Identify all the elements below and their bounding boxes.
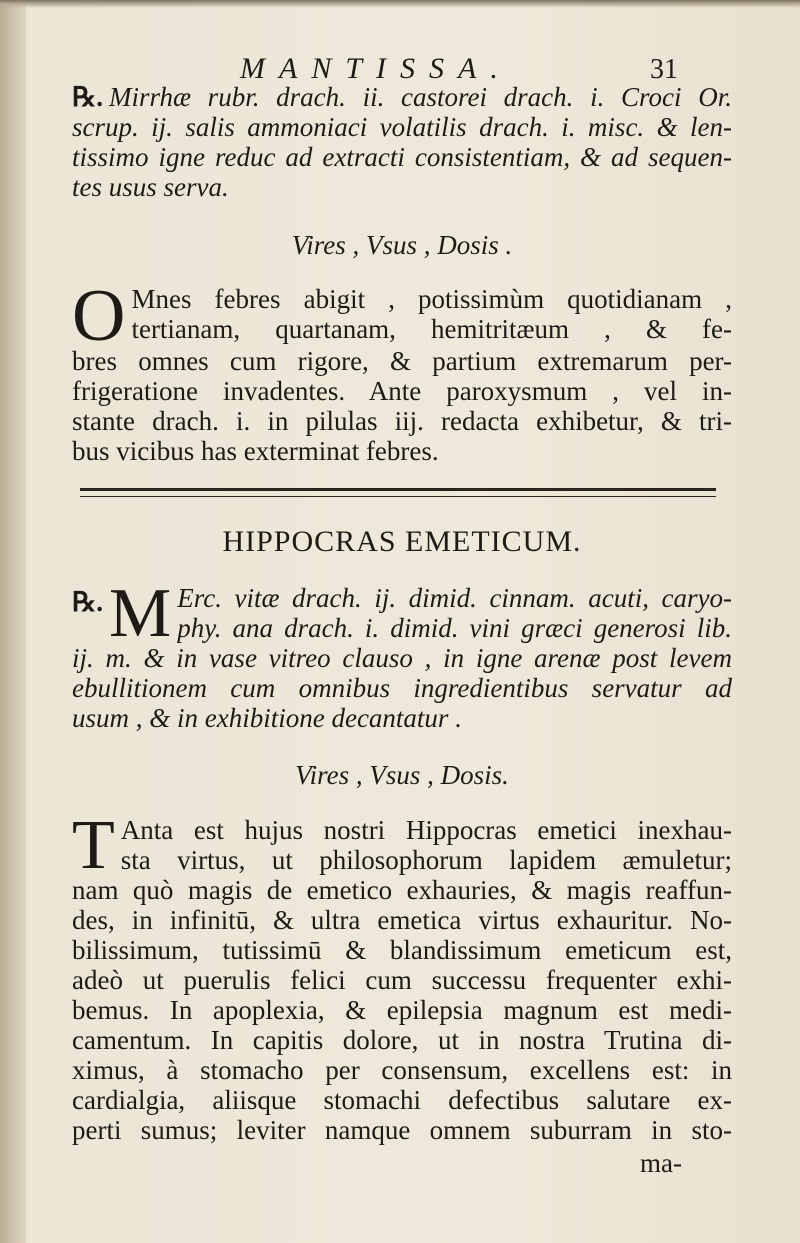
recipe-line: phy. ana drach. i. dimid. vini græci generosi lib. xyxy=(177,613,732,643)
section-title: HIPPOCRAS EMETICUM. xyxy=(222,525,582,558)
recipe-line: ebullitionem cum omnibus ingredientibus servatur ad xyxy=(72,673,732,703)
recipe-line: Erc. vitæ drach. ij. dimid. cinnam. acuti, caryo- xyxy=(177,583,732,613)
paragraph-2 xyxy=(72,807,732,1145)
paragraph-line: stante drach. i. in pilulas iij. redacta exhibetur, & tri- xyxy=(72,406,732,436)
paragraph-line: bres omnes cum rigore, & partium extremarum per- xyxy=(72,346,732,376)
paragraph-line: Mnes febres abigit , potissimùm quotidianam , xyxy=(131,284,732,314)
rx-symbol: ℞. xyxy=(72,82,103,112)
page-number: 31 xyxy=(650,54,678,85)
recipe-line: tes usus serva. xyxy=(72,172,229,202)
paragraph-line: adeò ut puerulis felici cum successu frequenter exhi- xyxy=(72,965,732,995)
paragraph-line: des, in infinitū, & ultra emetica virtus exhauritur. No- xyxy=(72,905,732,935)
section-divider-rule xyxy=(80,488,716,497)
paragraph-line: bilissimum, tutissimū & blandissimum emeticum est, xyxy=(72,935,732,965)
drop-cap: O xyxy=(72,275,126,357)
recipe-hippocras xyxy=(72,575,732,733)
recipe-continuation xyxy=(72,82,732,202)
recipe-line: scrup. ij. salis ammoniaci volatilis drach. i. misc. & len- xyxy=(72,112,732,142)
paragraph-line: bus vicibus has exterminat febres. xyxy=(72,436,439,466)
recipe-line: tissimo igne reduc ad extracti consistentiam, & ad sequen- xyxy=(72,142,732,172)
recipe-line: usum , & in exhibitione decantatur . xyxy=(72,703,462,733)
rx-symbol: ℞. xyxy=(72,587,103,617)
paragraph-line: cardialgia, aliisque stomachi defectibus salutare ex- xyxy=(72,1085,732,1115)
paragraph-line: Anta est hujus nostri Hippocras emetici inexhau- xyxy=(120,815,732,845)
page-top-edge xyxy=(0,0,800,8)
recipe-line: ij. m. & in vase vitreo clauso , in igne arenæ post levem xyxy=(72,643,732,673)
paragraph-line: perti sumus; leviter namque omnem suburram in sto- xyxy=(72,1115,732,1145)
paragraph-line: tertianam, quartanam, hemitritæum , & fe- xyxy=(131,314,732,344)
paragraph-line: sta virtus, ut philosophorum lapidem æmuletur; xyxy=(120,845,732,875)
paragraph-line: bemus. In apoplexia, & epilepsia magnum est medi- xyxy=(72,995,732,1025)
paragraph-1 xyxy=(72,275,732,466)
paragraph-line: frigeratione invadentes. Ante paroxysmum , vel in- xyxy=(72,376,732,406)
paragraph-line: ximus, à stomacho per consensum, excellens est: in xyxy=(72,1055,732,1085)
recipe-line: ℞. Mirrhæ rubr. drach. ii. castorei drach. i. Croci Or. xyxy=(72,82,732,112)
drop-cap: M xyxy=(108,575,172,652)
subheading-vires-usus-dosis: Vires , Vsus , Dosis . xyxy=(291,230,513,260)
subheading-vires-usus-dosis-2: Vires , Vsus , Dosis. xyxy=(295,760,509,790)
paragraph-line: nam quò magis de emetico exhauries, & magis reaffun- xyxy=(72,875,732,905)
drop-cap: T xyxy=(72,807,115,884)
paragraph-line: camentum. In capitis dolore, ut in nostra Trutina di- xyxy=(72,1025,732,1055)
running-head: MANTISSA. xyxy=(240,52,512,85)
page-spine-shadow xyxy=(0,0,26,1243)
catchword: ma- xyxy=(640,1148,682,1178)
